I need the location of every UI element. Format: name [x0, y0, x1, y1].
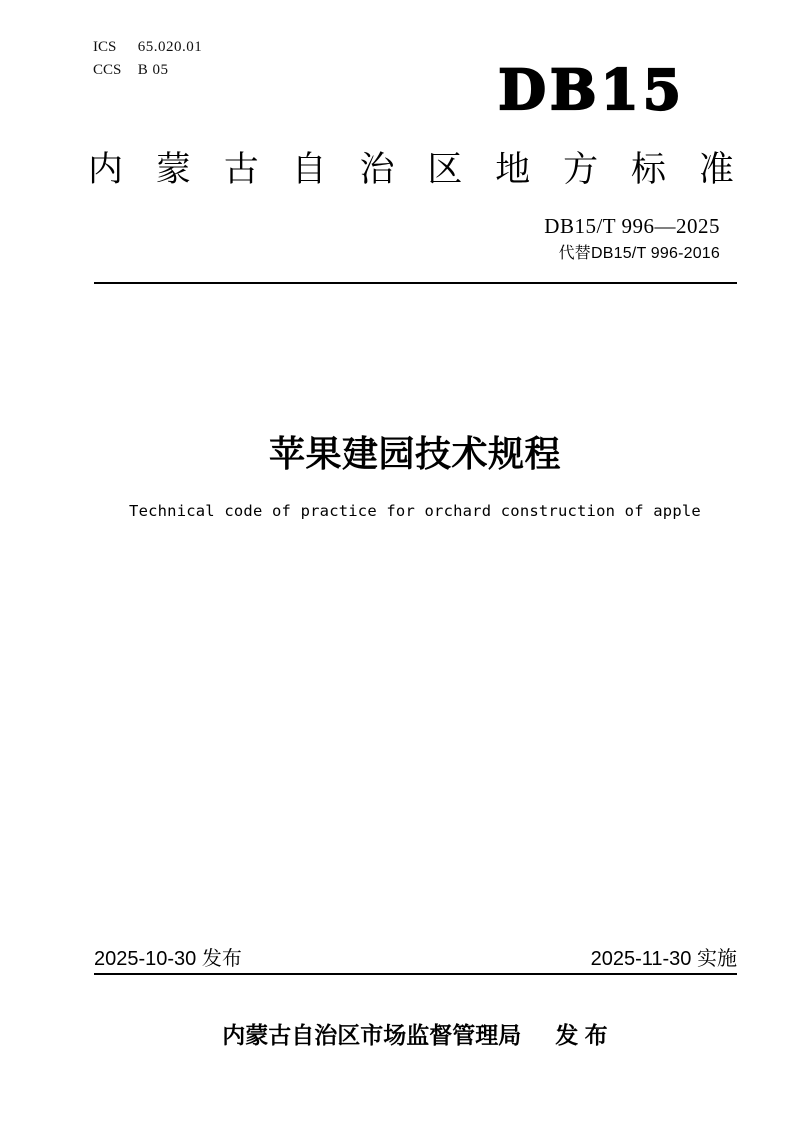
standard-name-char: 内 [88, 150, 124, 189]
ccs-row [93, 59, 202, 82]
standard-name-char: 区 [427, 150, 463, 189]
standard-name-char: 自 [291, 150, 327, 189]
publisher-name: 内蒙古自治区市场监督管理局 [222, 1022, 522, 1048]
ics-value: 65.020.01 [137, 39, 203, 55]
db15-logo: DB15 [498, 57, 685, 122]
standard-name-char: 治 [359, 150, 395, 189]
ics-row [93, 36, 202, 59]
ccs-value: B 05 [137, 62, 169, 78]
publisher-row [93, 1023, 737, 1048]
classification-codes [93, 36, 202, 82]
issue-date: 2025-10-30 发布 [94, 948, 242, 970]
ics-label: ICS [93, 39, 117, 55]
replaces-note: 代替DB15/T 996-2016 [558, 245, 720, 263]
standard-number: DB15/T 996—2025 [544, 214, 720, 238]
document-title-en: Technical code of practice for orchard construction of apple [129, 502, 701, 520]
header-rule [94, 282, 737, 284]
date-row [94, 948, 737, 970]
footer-rule [94, 973, 737, 975]
standard-name-char: 方 [563, 150, 599, 189]
standard-name-char: 准 [698, 150, 734, 189]
standard-name-char: 地 [495, 150, 531, 189]
standard-number-block [544, 214, 720, 263]
publish-label: 发 布 [555, 1022, 608, 1048]
standard-name-char: 蒙 [155, 150, 191, 189]
implement-date: 2025-11-30 实施 [590, 948, 737, 970]
standard-name-char: 古 [223, 150, 259, 189]
standard-name-heading [88, 151, 734, 190]
standard-name-char: 标 [631, 150, 667, 189]
document-title-zh: 苹果建园技术规程 [268, 433, 561, 474]
ccs-label: CCS [93, 62, 122, 78]
